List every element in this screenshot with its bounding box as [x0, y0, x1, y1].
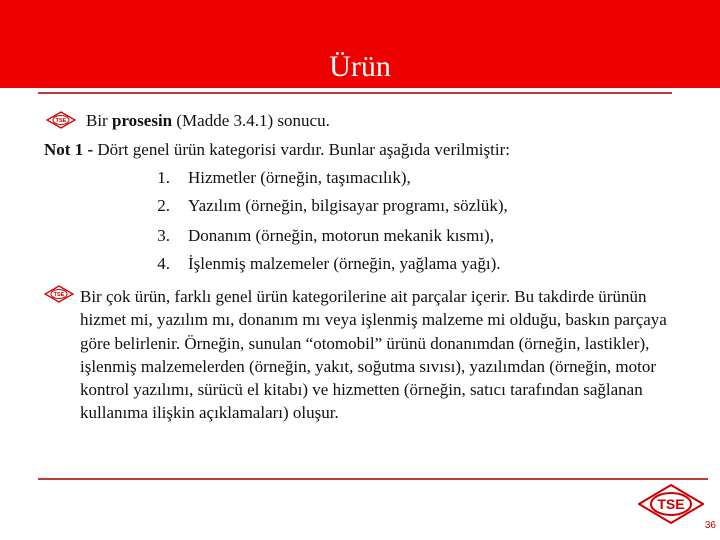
bullet-logo-text: TSE	[53, 292, 65, 299]
definition-line: Bir prosesin (Madde 3.4.1) sonucu.	[86, 111, 330, 130]
list-item: Hizmetler (örneğin, taşımacılık),	[188, 168, 411, 187]
slide-title: Ürün	[329, 50, 391, 83]
list-number: 3.	[157, 226, 170, 245]
list-number: 4.	[157, 254, 170, 273]
tse-diamond-bullet-icon	[46, 111, 76, 129]
bullet-logo-text: TSE	[55, 118, 67, 125]
list-item: Donanım (örneğin, motorun mekanik kısmı),	[188, 226, 494, 245]
list-item: İşlenmiş malzemeler (örneğin, yağlama yağı).	[188, 254, 501, 273]
explanation-paragraph: Bir çok ürün, farklı genel ürün kategorilerine ait parçalar içerir. Bu takdirde ürünün hizmet mi, yazılım mı, donanım mı veya işlenmiş malzeme mi olduğu, baskın parçaya göre belirlenir. Örneğin, sunulan “otomobil” ürünü donanımdan (örneğin, lastikler), işlenmiş malzemelerden (örneğin, yakıt, soğutma sıvısı), yazılımdan (örneğin, motor kontrol yazılımı, sürücü el kitabı) ve hizmetten (örneğin, satıcı tarafından sağlanan kullanıma ilişkin açıklamaları) oluşur.	[80, 287, 667, 423]
tse-logo-icon	[638, 484, 704, 524]
list-item: Yazılım (örneğin, bilgisayar programı, sözlük),	[188, 196, 508, 215]
page-number: 36	[704, 520, 716, 531]
list-number: 1.	[157, 168, 170, 187]
logo-text: TSE	[657, 496, 685, 512]
tse-diamond-bullet-icon	[44, 285, 74, 303]
bottom-divider	[38, 478, 708, 480]
note-line: Not 1 - Dört genel ürün kategorisi vardır. Bunlar aşağıda verilmiştir:	[44, 140, 510, 159]
list-number: 2.	[157, 196, 170, 215]
